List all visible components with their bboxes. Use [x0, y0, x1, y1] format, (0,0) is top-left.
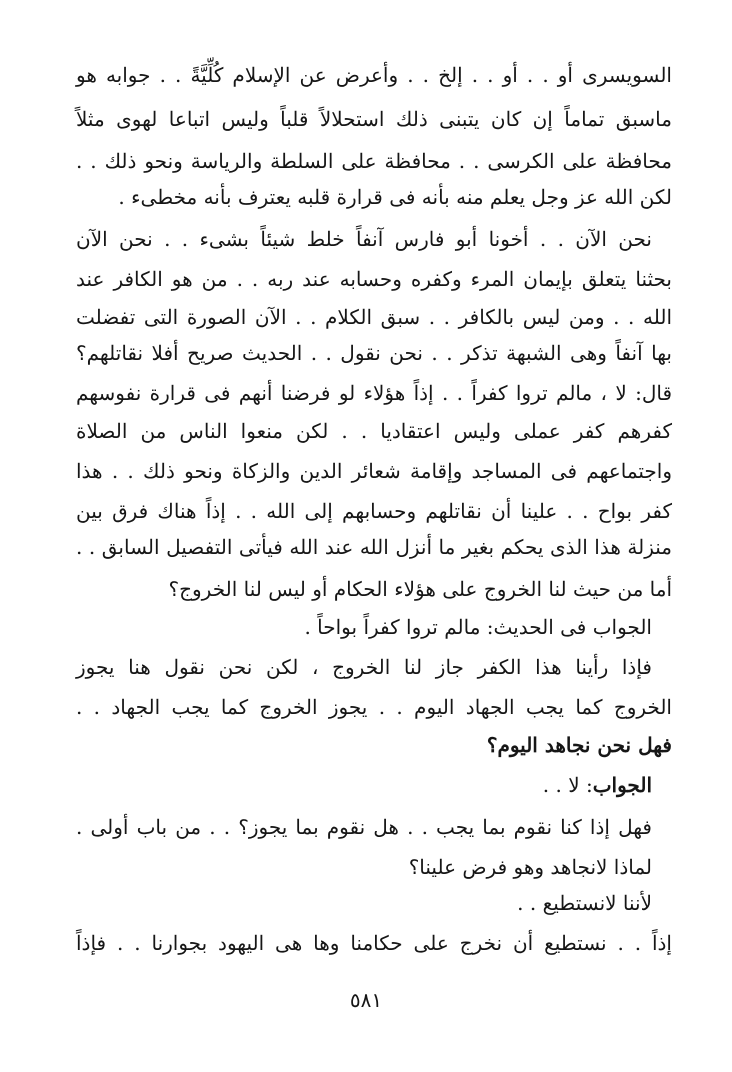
text-line: كفر بواح . . علينا أن نقاتلهم وحسابهم إلى الله . . إذاً هناك فرق بين — [76, 499, 672, 523]
text-line: محافظة على الكرسى . . محافظة على السلطة والرياسة ونحو ذلك . . — [76, 149, 672, 173]
answer-line — [76, 770, 652, 800]
text-line: لماذا لانجاهد وهو فرض علينا؟ — [408, 855, 652, 879]
answer-text: : لا . . — [542, 773, 593, 797]
answer-label: الجواب — [592, 773, 652, 797]
text-line: لكن الله عز وجل يعلم منه بأنه فى قرارة قلبه يعترف بأنه مخطىء . — [118, 185, 672, 209]
question-line: فهل نحن نجاهد اليوم؟ — [486, 733, 672, 757]
text-line: كفرهم كفر عملى وليس اعتقاديا . . لكن منعوا الناس من الصلاة — [76, 419, 672, 443]
question-line: أما من حيث لنا الخروج على هؤلاء الحكام أو ليس لنا الخروج؟ — [168, 577, 672, 601]
text-line: واجتماعهم فى المساجد وإقامة شعائر الدين والزكاة ونحو ذلك . . هذا — [76, 459, 672, 483]
text-line: منزلة هذا الذى يحكم بغير ما أنزل الله عند الله فيأتى التفصيل السابق . . — [76, 535, 672, 559]
text-line: الله . . ومن ليس بالكافر . . سبق الكلام . . الآن الصورة التى تفضلت — [76, 305, 672, 329]
text-line: فإذا رأينا هذا الكفر جاز لنا الخروج ، لكن نحن نقول هنا يجوز — [76, 655, 652, 679]
text-line: الجواب فى الحديث: مالم تروا كفراً بواحاً . — [304, 615, 652, 639]
text-line: نحن الآن . . أخونا أبو فارس آنفاً خلط شيئاً بشىء . . نحن الآن — [76, 227, 652, 251]
text-line: إذاً . . نستطيع أن نخرج على حكامنا وها هى اليهود بجوارنا . . فإذاً — [76, 931, 672, 955]
text-line: قال: لا ، مالم تروا كفراً . . إذاً هؤلاء لو فرضنا أنهم فى قرارة نفوسهم — [76, 381, 672, 405]
text-line: لأننا لانستطيع . . — [517, 891, 652, 915]
text-line: بحثنا يتعلق بإيمان المرء وكفره وحسابه عند ربه . . من هو الكافر عند — [76, 267, 672, 291]
page-number: ٥٨١ — [349, 988, 383, 1012]
text-line: فهل إذا كنا نقوم بما يجب . . هل نقوم بما يجوز؟ . . من باب أولى . — [76, 815, 652, 839]
text-line: الخروج كما يجب الجهاد اليوم . . يجوز الخروج كما يجب الجهاد . . — [76, 695, 672, 719]
text-line: ماسبق تماماً إن كان يتبنى ذلك استحلالاً قلباً وليس اتباعا لهوى مثلاً — [76, 107, 672, 131]
text-line: بها آنفاً وهى الشبهة تذكر . . نحن نقول . . الحديث صريح أفلا نقاتلهم؟ — [76, 341, 672, 365]
text-line: السويسرى أو . . أو . . إلخ . . وأعرض عن الإسلام كُلِّيَّةً . . جوابه هو — [76, 63, 672, 87]
